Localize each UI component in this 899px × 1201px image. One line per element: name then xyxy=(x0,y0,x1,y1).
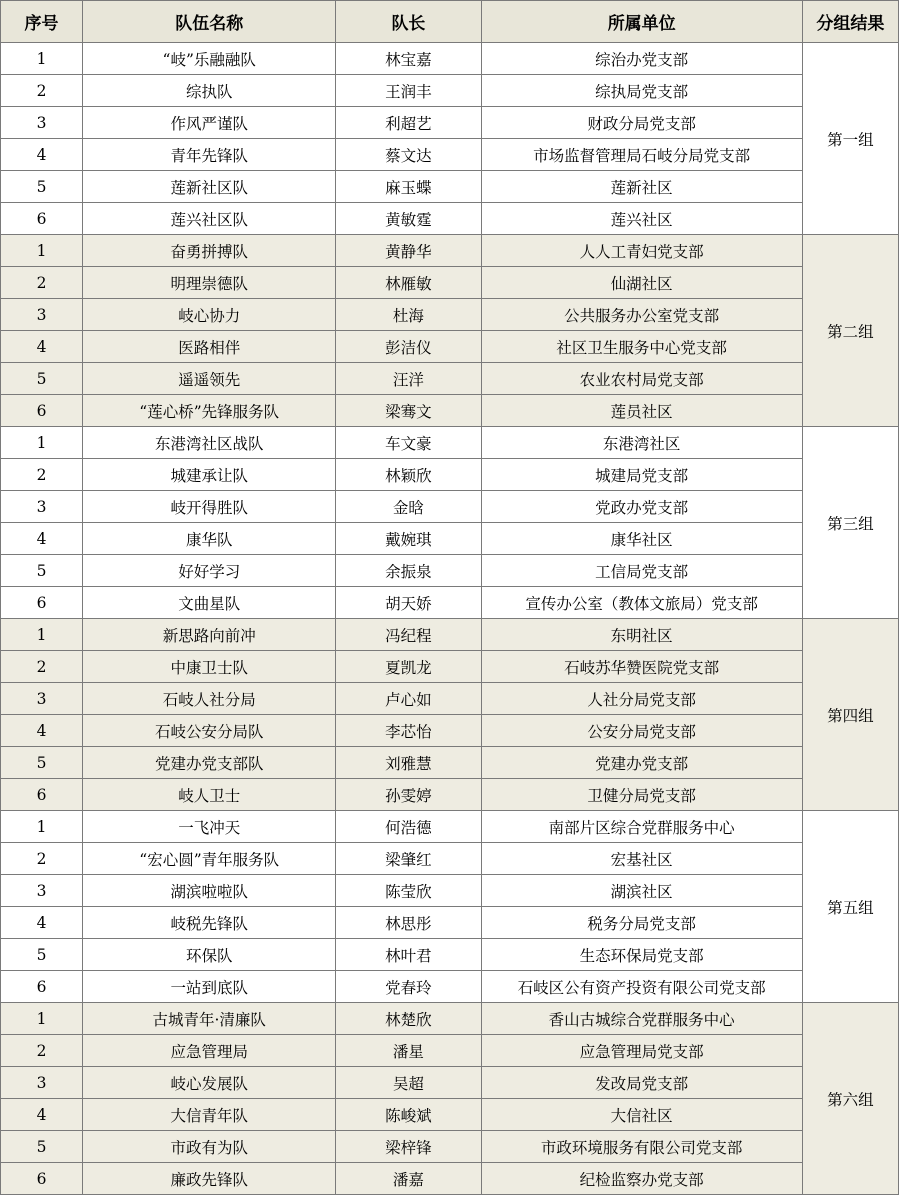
row-number: 5 xyxy=(1,363,83,395)
captain-name: 汪洋 xyxy=(336,363,481,395)
table-row xyxy=(1,267,899,299)
table-row xyxy=(1,715,899,747)
captain-name: 吴超 xyxy=(336,1067,481,1099)
team-name: 好好学习 xyxy=(83,555,336,587)
group-label: 第四组 xyxy=(802,619,898,811)
unit-name: 公安分局党支部 xyxy=(481,715,802,747)
team-name: 石岐公安分局队 xyxy=(83,715,336,747)
table-row xyxy=(1,683,899,715)
row-number: 5 xyxy=(1,171,83,203)
team-name: 综执队 xyxy=(83,75,336,107)
table-row xyxy=(1,107,899,139)
row-number: 1 xyxy=(1,1003,83,1035)
row-number: 2 xyxy=(1,843,83,875)
table-row xyxy=(1,619,899,651)
unit-name: 社区卫生服务中心党支部 xyxy=(481,331,802,363)
table-row xyxy=(1,43,899,75)
row-number: 2 xyxy=(1,1035,83,1067)
unit-name: 宏基社区 xyxy=(481,843,802,875)
captain-name: 孙雯婷 xyxy=(336,779,481,811)
unit-name: 香山古城综合党群服务中心 xyxy=(481,1003,802,1035)
row-number: 4 xyxy=(1,331,83,363)
team-name: “宏心圆”青年服务队 xyxy=(83,843,336,875)
team-name: 医路相伴 xyxy=(83,331,336,363)
team-name: 大信青年队 xyxy=(83,1099,336,1131)
row-number: 5 xyxy=(1,555,83,587)
unit-name: 市政环境服务有限公司党支部 xyxy=(481,1131,802,1163)
row-number: 2 xyxy=(1,75,83,107)
captain-name: 刘雅慧 xyxy=(336,747,481,779)
team-name: 岐心协力 xyxy=(83,299,336,331)
captain-name: 利超艺 xyxy=(336,107,481,139)
table-row xyxy=(1,491,899,523)
row-number: 3 xyxy=(1,107,83,139)
team-name: 遥遥领先 xyxy=(83,363,336,395)
unit-name: 大信社区 xyxy=(481,1099,802,1131)
table-row xyxy=(1,331,899,363)
team-name: 东港湾社区战队 xyxy=(83,427,336,459)
row-number: 4 xyxy=(1,523,83,555)
row-number: 1 xyxy=(1,43,83,75)
captain-name: 金晗 xyxy=(336,491,481,523)
table-body xyxy=(1,43,899,1195)
row-number: 6 xyxy=(1,1163,83,1195)
unit-name: 莲兴社区 xyxy=(481,203,802,235)
row-number: 3 xyxy=(1,1067,83,1099)
team-name: 文曲星队 xyxy=(83,587,336,619)
captain-name: 梁梓锋 xyxy=(336,1131,481,1163)
table-row xyxy=(1,427,899,459)
unit-name: 市场监督管理局石岐分局党支部 xyxy=(481,139,802,171)
unit-name: 发改局党支部 xyxy=(481,1067,802,1099)
row-number: 5 xyxy=(1,1131,83,1163)
unit-name: 党政办党支部 xyxy=(481,491,802,523)
team-name: 党建办党支部队 xyxy=(83,747,336,779)
unit-name: 莲新社区 xyxy=(481,171,802,203)
unit-name: 莲员社区 xyxy=(481,395,802,427)
row-number: 1 xyxy=(1,811,83,843)
captain-name: 余振泉 xyxy=(336,555,481,587)
unit-name: 综治办党支部 xyxy=(481,43,802,75)
row-number: 3 xyxy=(1,683,83,715)
team-name: 环保队 xyxy=(83,939,336,971)
unit-name: 城建局党支部 xyxy=(481,459,802,491)
unit-name: 工信局党支部 xyxy=(481,555,802,587)
unit-name: 南部片区综合党群服务中心 xyxy=(481,811,802,843)
header-team-name: 队伍名称 xyxy=(83,1,336,43)
table-row xyxy=(1,75,899,107)
unit-name: 石岐苏华赞医院党支部 xyxy=(481,651,802,683)
table-row xyxy=(1,843,899,875)
group-label: 第二组 xyxy=(802,235,898,427)
table-row xyxy=(1,939,899,971)
header-group-result: 分组结果 xyxy=(802,1,898,43)
row-number: 2 xyxy=(1,267,83,299)
row-number: 6 xyxy=(1,779,83,811)
table-row xyxy=(1,139,899,171)
captain-name: 何浩德 xyxy=(336,811,481,843)
unit-name: 农业农村局党支部 xyxy=(481,363,802,395)
table-row xyxy=(1,1067,899,1099)
team-name: 岐税先锋队 xyxy=(83,907,336,939)
group-label: 第一组 xyxy=(802,43,898,235)
row-number: 4 xyxy=(1,1099,83,1131)
unit-name: 综执局党支部 xyxy=(481,75,802,107)
unit-name: 东港湾社区 xyxy=(481,427,802,459)
unit-name: 卫健分局党支部 xyxy=(481,779,802,811)
captain-name: 冯纪程 xyxy=(336,619,481,651)
table-row xyxy=(1,1131,899,1163)
header-row xyxy=(1,1,899,43)
table-row xyxy=(1,1035,899,1067)
row-number: 1 xyxy=(1,235,83,267)
team-name: 岐心发展队 xyxy=(83,1067,336,1099)
row-number: 2 xyxy=(1,651,83,683)
table-row xyxy=(1,811,899,843)
unit-name: 生态环保局党支部 xyxy=(481,939,802,971)
table-row xyxy=(1,299,899,331)
captain-name: 林叶君 xyxy=(336,939,481,971)
captain-name: 党春玲 xyxy=(336,971,481,1003)
table-row xyxy=(1,555,899,587)
unit-name: 东明社区 xyxy=(481,619,802,651)
row-number: 3 xyxy=(1,875,83,907)
table-row xyxy=(1,459,899,491)
table-row xyxy=(1,1003,899,1035)
table-row xyxy=(1,779,899,811)
captain-name: 夏凯龙 xyxy=(336,651,481,683)
team-name: 古城青年·清廉队 xyxy=(83,1003,336,1035)
captain-name: 黄静华 xyxy=(336,235,481,267)
unit-name: 康华社区 xyxy=(481,523,802,555)
unit-name: 湖滨社区 xyxy=(481,875,802,907)
captain-name: 王润丰 xyxy=(336,75,481,107)
team-name: 明理崇德队 xyxy=(83,267,336,299)
unit-name: 公共服务办公室党支部 xyxy=(481,299,802,331)
team-name: 莲兴社区队 xyxy=(83,203,336,235)
table-row xyxy=(1,235,899,267)
team-name: 廉政先锋队 xyxy=(83,1163,336,1195)
captain-name: 黄敏霆 xyxy=(336,203,481,235)
team-name: 作风严谨队 xyxy=(83,107,336,139)
table-row xyxy=(1,523,899,555)
row-number: 6 xyxy=(1,203,83,235)
captain-name: 李芯怡 xyxy=(336,715,481,747)
unit-name: 人社分局党支部 xyxy=(481,683,802,715)
unit-name: 人人工青妇党支部 xyxy=(481,235,802,267)
table-row xyxy=(1,395,899,427)
row-number: 4 xyxy=(1,907,83,939)
unit-name: 仙湖社区 xyxy=(481,267,802,299)
captain-name: 杜海 xyxy=(336,299,481,331)
row-number: 2 xyxy=(1,459,83,491)
unit-name: 党建办党支部 xyxy=(481,747,802,779)
team-name: 莲新社区队 xyxy=(83,171,336,203)
table-row xyxy=(1,747,899,779)
team-name: 岐开得胜队 xyxy=(83,491,336,523)
unit-name: 宣传办公室（教体文旅局）党支部 xyxy=(481,587,802,619)
row-number: 4 xyxy=(1,715,83,747)
team-name: 岐人卫士 xyxy=(83,779,336,811)
table-row xyxy=(1,651,899,683)
table-row xyxy=(1,907,899,939)
captain-name: 林楚欣 xyxy=(336,1003,481,1035)
row-number: 4 xyxy=(1,139,83,171)
unit-name: 石岐区公有资产投资有限公司党支部 xyxy=(481,971,802,1003)
team-name: 市政有为队 xyxy=(83,1131,336,1163)
captain-name: 梁骞文 xyxy=(336,395,481,427)
row-number: 6 xyxy=(1,587,83,619)
table-row xyxy=(1,203,899,235)
captain-name: 彭洁仪 xyxy=(336,331,481,363)
captain-name: 梁肇红 xyxy=(336,843,481,875)
captain-name: 蔡文达 xyxy=(336,139,481,171)
table-row xyxy=(1,171,899,203)
group-label: 第五组 xyxy=(802,811,898,1003)
team-name: 奋勇拼搏队 xyxy=(83,235,336,267)
captain-name: 陈峻斌 xyxy=(336,1099,481,1131)
group-label: 第六组 xyxy=(802,1003,898,1195)
table-row xyxy=(1,1163,899,1195)
row-number: 1 xyxy=(1,619,83,651)
team-name: 中康卫士队 xyxy=(83,651,336,683)
table-row xyxy=(1,971,899,1003)
group-label: 第三组 xyxy=(802,427,898,619)
row-number: 3 xyxy=(1,299,83,331)
row-number: 5 xyxy=(1,939,83,971)
captain-name: 麻玉蝶 xyxy=(336,171,481,203)
captain-name: 林思彤 xyxy=(336,907,481,939)
captain-name: 林颖欣 xyxy=(336,459,481,491)
team-name: “莲心桥”先锋服务队 xyxy=(83,395,336,427)
team-name: 湖滨啦啦队 xyxy=(83,875,336,907)
team-name: 应急管理局 xyxy=(83,1035,336,1067)
captain-name: 潘星 xyxy=(336,1035,481,1067)
captain-name: 车文豪 xyxy=(336,427,481,459)
captain-name: 潘嘉 xyxy=(336,1163,481,1195)
captain-name: 戴婉琪 xyxy=(336,523,481,555)
table-row xyxy=(1,875,899,907)
unit-name: 财政分局党支部 xyxy=(481,107,802,139)
header-captain: 队长 xyxy=(336,1,481,43)
team-name: 康华队 xyxy=(83,523,336,555)
captain-name: 陈莹欣 xyxy=(336,875,481,907)
team-name: 青年先锋队 xyxy=(83,139,336,171)
row-number: 6 xyxy=(1,971,83,1003)
unit-name: 税务分局党支部 xyxy=(481,907,802,939)
table-row xyxy=(1,1099,899,1131)
table-row xyxy=(1,587,899,619)
unit-name: 应急管理局党支部 xyxy=(481,1035,802,1067)
row-number: 1 xyxy=(1,427,83,459)
table-row xyxy=(1,363,899,395)
team-name: 一飞冲天 xyxy=(83,811,336,843)
team-name: 一站到底队 xyxy=(83,971,336,1003)
team-name: “岐”乐融融队 xyxy=(83,43,336,75)
captain-name: 卢心如 xyxy=(336,683,481,715)
team-name: 石岐人社分局 xyxy=(83,683,336,715)
header-number: 序号 xyxy=(1,1,83,43)
team-name: 城建承让队 xyxy=(83,459,336,491)
row-number: 5 xyxy=(1,747,83,779)
unit-name: 纪检监察办党支部 xyxy=(481,1163,802,1195)
header-unit: 所属单位 xyxy=(481,1,802,43)
captain-name: 林宝嘉 xyxy=(336,43,481,75)
captain-name: 林雁敏 xyxy=(336,267,481,299)
row-number: 3 xyxy=(1,491,83,523)
row-number: 6 xyxy=(1,395,83,427)
captain-name: 胡天娇 xyxy=(336,587,481,619)
team-name: 新思路向前冲 xyxy=(83,619,336,651)
